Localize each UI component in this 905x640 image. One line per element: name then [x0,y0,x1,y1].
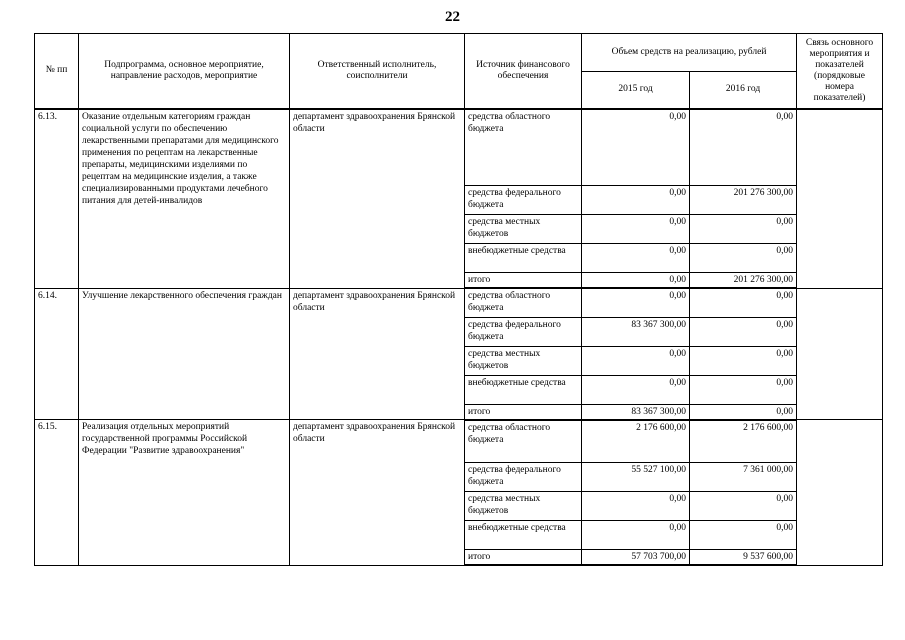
group-program: Реализация отдельных мероприятий государственной программы Российской Федерации "Развитие здравоохранения" [79,420,290,566]
group-executor: департамент здравоохранения Брянской области [290,288,465,420]
group-program: Улучшение лекарственного обеспечения граждан [79,288,290,420]
source-cell: внебюджетные средства [465,521,582,550]
value-2016: 0,00 [690,346,797,375]
value-2016: 2 176 600,00 [690,420,797,463]
header-year-2016: 2016 год [690,72,797,109]
source-cell-total: итого [465,550,582,566]
value-2015: 0,00 [582,186,690,215]
header-program: Подпрограмма, основное мероприятие, направление расходов, мероприятие [79,34,290,109]
value-2016: 0,00 [690,109,797,186]
value-2016: 0,00 [690,215,797,244]
financing-table [34,33,883,566]
group-6-13 [35,109,883,289]
value-2016: 0,00 [690,288,797,317]
source-cell: средства местных бюджетов [465,215,582,244]
link-cell [797,420,883,566]
source-cell: средства областного бюджета [465,288,582,317]
source-cell-total: итого [465,273,582,289]
value-2015: 0,00 [582,521,690,550]
source-cell: средства федерального бюджета [465,463,582,492]
value-2015: 83 367 300,00 [582,317,690,346]
group-executor: департамент здравоохранения Брянской области [290,109,465,289]
value-2015: 0,00 [582,346,690,375]
source-cell: средства местных бюджетов [465,492,582,521]
link-cell [797,288,883,420]
value-2016: 0,00 [690,317,797,346]
value-2015: 55 527 100,00 [582,463,690,492]
link-cell [797,109,883,289]
value-2016: 0,00 [690,521,797,550]
value-2015: 0,00 [582,375,690,404]
value-2015: 0,00 [582,288,690,317]
value-2016-total: 0,00 [690,404,797,420]
value-2016-total: 9 537 600,00 [690,550,797,566]
value-2016: 0,00 [690,375,797,404]
value-2015: 2 176 600,00 [582,420,690,463]
header-source: Источник финансового обеспечения [465,34,582,109]
value-2016: 0,00 [690,244,797,273]
value-2015: 0,00 [582,215,690,244]
header-year-2015: 2015 год [582,72,690,109]
header-num: № пп [35,34,79,109]
group-6-14 [35,288,883,420]
value-2015: 0,00 [582,244,690,273]
source-cell: средства федерального бюджета [465,186,582,215]
header-link: Связь основного мероприятия и показателей (порядковые номера показателей) [797,34,883,109]
value-2016: 201 276 300,00 [690,186,797,215]
header-volume: Объем средств на реализацию, рублей [582,34,797,72]
value-2015-total: 83 367 300,00 [582,404,690,420]
value-2016: 7 361 000,00 [690,463,797,492]
group-executor: департамент здравоохранения Брянской области [290,420,465,566]
source-cell: средства федерального бюджета [465,317,582,346]
group-6-15 [35,420,883,566]
group-program: Оказание отдельным категориям граждан социальной услуги по обеспечению лекарственными препаратами для медицинского применения по рецептам на лекарственные препараты, медицинскими изделиями по рецептам на медицинские изделия, а также специализированными продуктами лечебного питания для детей-инвалидов [79,109,290,289]
value-2016-total: 201 276 300,00 [690,273,797,289]
value-2015: 0,00 [582,109,690,186]
value-2016: 0,00 [690,492,797,521]
source-cell: внебюджетные средства [465,375,582,404]
source-cell: внебюджетные средства [465,244,582,273]
value-2015-total: 57 703 700,00 [582,550,690,566]
value-2015-total: 0,00 [582,273,690,289]
group-number: 6.15. [35,420,79,566]
page-number: 22 [445,9,460,25]
source-cell: средства местных бюджетов [465,346,582,375]
source-cell: средства областного бюджета [465,109,582,186]
group-number: 6.13. [35,109,79,289]
group-number: 6.14. [35,288,79,420]
value-2015: 0,00 [582,492,690,521]
source-cell-total: итого [465,404,582,420]
source-cell: средства областного бюджета [465,420,582,463]
header-executor: Ответственный исполнитель, соисполнители [290,34,465,109]
